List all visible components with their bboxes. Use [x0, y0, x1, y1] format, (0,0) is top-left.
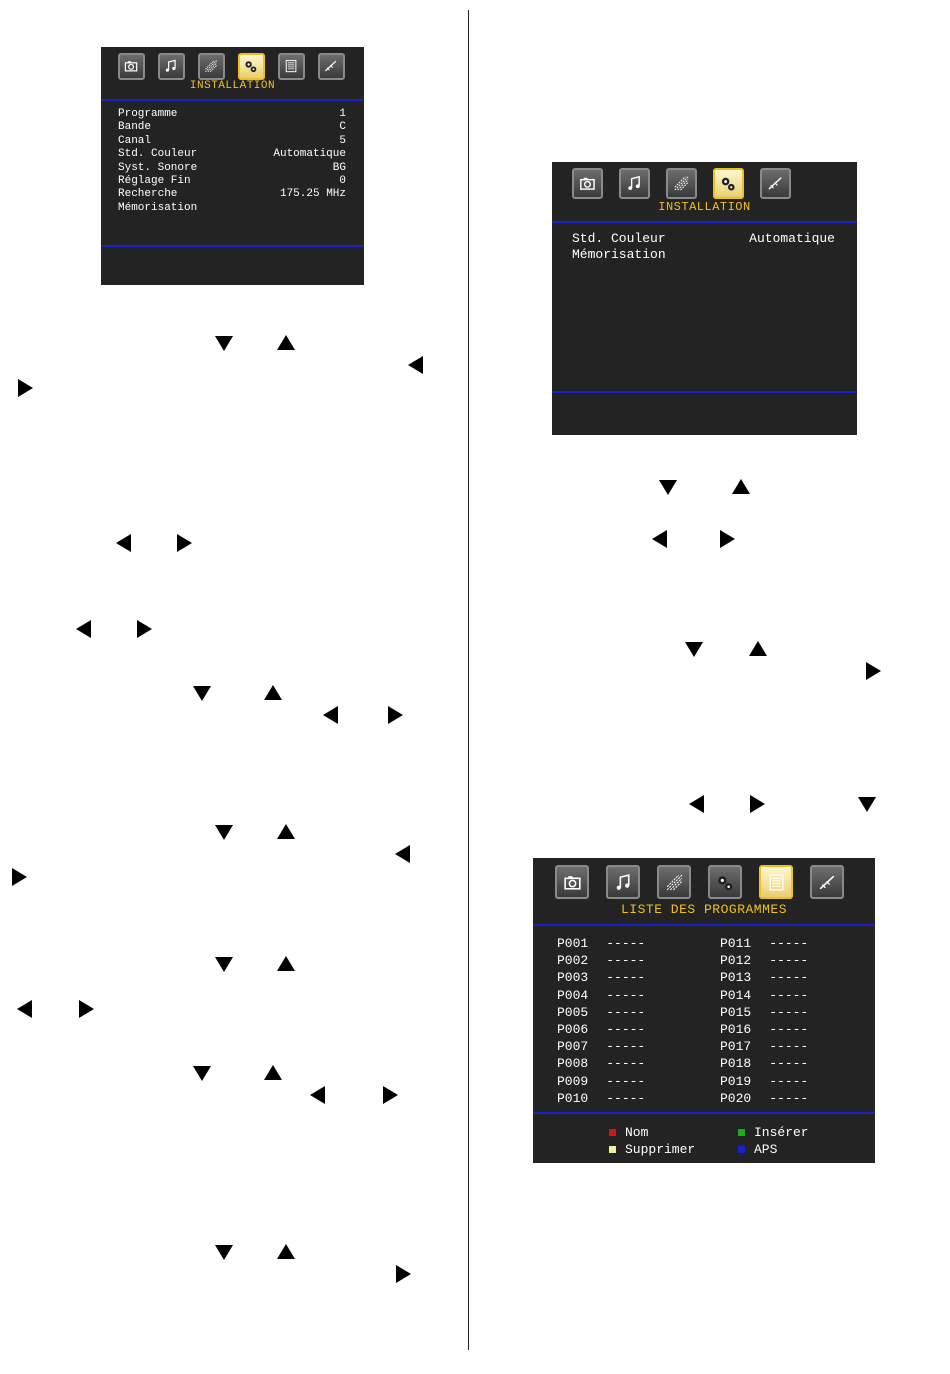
right-arrow-icon — [388, 706, 403, 724]
menu-item-value: 5 — [339, 134, 346, 147]
programme-number: P002 — [557, 953, 589, 969]
programme-entry[interactable] — [720, 970, 808, 985]
menu-item-value: C — [339, 121, 346, 134]
left-arrow-icon — [689, 795, 704, 813]
right-arrow-icon — [177, 534, 192, 552]
programme-entry[interactable] — [557, 1074, 645, 1089]
programme-number: P015 — [720, 1004, 752, 1020]
right-arrow-icon — [396, 1265, 411, 1283]
menu-separator-bottom — [101, 245, 364, 247]
up-arrow-icon — [277, 956, 295, 971]
programme-number: P007 — [557, 1039, 589, 1055]
installation-icon[interactable] — [238, 53, 265, 80]
menu-separator-top — [533, 924, 875, 926]
programme-entry[interactable] — [720, 953, 808, 968]
programme-number: P004 — [557, 987, 589, 1003]
programme-entry[interactable] — [557, 1056, 645, 1071]
legend-color-key — [609, 1129, 616, 1136]
legend-label: Nom — [625, 1125, 649, 1140]
sound-icon[interactable] — [619, 168, 650, 199]
programme-name: ----- — [606, 1090, 646, 1106]
programme-entry[interactable] — [720, 1091, 808, 1106]
programme-name: ----- — [606, 1022, 646, 1037]
source-icon[interactable] — [760, 168, 791, 199]
legend-label: APS — [754, 1142, 778, 1157]
picture-icon[interactable] — [572, 168, 603, 199]
programme-entry[interactable] — [720, 1074, 808, 1089]
programme-table-icon[interactable] — [759, 865, 793, 899]
programme-number: P010 — [557, 1090, 589, 1106]
left-arrow-icon — [395, 845, 410, 863]
down-arrow-icon — [215, 336, 233, 351]
menu-item[interactable] — [118, 121, 346, 133]
menu-item[interactable] — [118, 202, 346, 214]
programme-name: ----- — [769, 1090, 809, 1106]
menu-item-label: Canal — [118, 134, 152, 147]
left-arrow-icon — [652, 530, 667, 548]
programme-entry[interactable] — [720, 988, 808, 1003]
right-arrow-icon — [137, 620, 152, 638]
legend-color-key — [738, 1129, 745, 1136]
menu-item-value: Automatique — [749, 231, 835, 246]
right-arrow-icon — [750, 795, 765, 813]
programme-name: ----- — [769, 1073, 809, 1089]
programme-name: ----- — [606, 987, 646, 1003]
left-arrow-icon — [76, 620, 91, 638]
legend-item — [609, 1142, 695, 1157]
programme-name: ----- — [769, 1004, 809, 1020]
column-divider — [468, 10, 469, 1350]
programme-number: P019 — [720, 1073, 752, 1089]
up-arrow-icon — [277, 335, 295, 350]
menu-title: INSTALLATION — [189, 80, 276, 92]
menu-title: LISTE DES PROGRAMMES — [620, 902, 788, 917]
feature-icon[interactable] — [666, 168, 697, 199]
programme-number: P012 — [720, 953, 752, 969]
menu-item[interactable] — [118, 108, 346, 120]
programme-number: P017 — [720, 1039, 752, 1055]
programme-number: P013 — [720, 970, 752, 986]
menu-item-label: Std. Couleur — [118, 148, 198, 161]
programme-name: ----- — [606, 1004, 646, 1020]
programme-name: ----- — [606, 953, 646, 969]
programme-name: ----- — [606, 970, 646, 986]
legend-item — [609, 1125, 648, 1140]
menu-item-value: BG — [332, 161, 346, 174]
installation-icon[interactable] — [708, 865, 742, 899]
picture-icon[interactable] — [555, 865, 589, 899]
programme-name: ----- — [606, 936, 646, 951]
source-icon[interactable] — [318, 53, 345, 80]
programme-number: P020 — [720, 1090, 752, 1106]
programme-list-menu — [533, 858, 875, 1163]
programme-name: ----- — [769, 936, 809, 951]
legend-label: Supprimer — [625, 1142, 696, 1157]
programme-number: P011 — [720, 936, 752, 951]
legend-label: Insérer — [754, 1125, 809, 1140]
legend-color-key — [609, 1146, 616, 1153]
down-arrow-icon — [193, 686, 211, 701]
left-arrow-icon — [310, 1086, 325, 1104]
menu-title: INSTALLATION — [658, 200, 751, 214]
programme-number: P001 — [557, 936, 589, 951]
installation-menu-full — [101, 47, 364, 285]
programme-name: ----- — [769, 1039, 809, 1055]
menu-item-label: Mémorisation — [572, 246, 666, 262]
picture-icon[interactable] — [118, 53, 145, 80]
programme-name: ----- — [606, 1039, 646, 1055]
programme-entry[interactable] — [557, 970, 645, 985]
sound-icon[interactable] — [158, 53, 185, 80]
programme-entry[interactable] — [557, 1005, 645, 1020]
menu-item[interactable] — [118, 175, 346, 187]
programme-number: P018 — [720, 1056, 752, 1072]
menu-item-label: Recherche — [118, 188, 178, 201]
programme-entry[interactable] — [720, 1056, 808, 1071]
menu-item[interactable] — [572, 231, 835, 246]
menu-item-label: Bande — [118, 121, 152, 134]
programme-entry[interactable] — [557, 1039, 645, 1054]
programme-name: ----- — [769, 970, 809, 986]
down-arrow-icon — [685, 642, 703, 657]
menu-item[interactable] — [572, 247, 835, 262]
source-icon[interactable] — [810, 865, 844, 899]
menu-item-label: Réglage Fin — [118, 175, 191, 187]
left-arrow-icon — [408, 356, 423, 374]
down-arrow-icon — [215, 1245, 233, 1260]
programme-number: P016 — [720, 1022, 752, 1037]
right-arrow-icon — [12, 868, 27, 886]
menu-item-label: Programme — [118, 108, 178, 120]
programme-number: P008 — [557, 1056, 589, 1072]
legend-item — [738, 1125, 809, 1140]
menu-item-label: Syst. Sonore — [118, 161, 198, 174]
down-arrow-icon — [858, 797, 876, 812]
programme-number: P003 — [557, 970, 589, 986]
programme-entry[interactable] — [720, 936, 808, 951]
installation-icon[interactable] — [713, 168, 744, 199]
programme-entry[interactable] — [557, 953, 645, 968]
programme-name: ----- — [769, 987, 809, 1003]
programme-number: P006 — [557, 1022, 589, 1037]
menu-item[interactable] — [118, 162, 346, 174]
programme-entry[interactable] — [557, 988, 645, 1003]
up-arrow-icon — [277, 1244, 295, 1259]
menu-item-label: Mémorisation — [118, 201, 198, 214]
menu-separator-top — [552, 221, 857, 223]
programme-entry[interactable] — [720, 1005, 808, 1020]
menu-item[interactable] — [118, 135, 346, 147]
menu-item[interactable] — [118, 188, 346, 200]
programme-number: P014 — [720, 987, 752, 1003]
left-arrow-icon — [116, 534, 131, 552]
programme-table-icon[interactable] — [278, 53, 305, 80]
programme-entry[interactable] — [557, 1022, 645, 1037]
programme-entry[interactable] — [720, 1022, 808, 1037]
menu-separator-bottom — [552, 391, 857, 393]
menu-separator-top — [101, 99, 364, 101]
programme-number: P005 — [557, 1004, 589, 1020]
programme-name: ----- — [769, 953, 809, 969]
legend-item — [738, 1142, 777, 1157]
right-arrow-icon — [79, 1000, 94, 1018]
down-arrow-icon — [659, 480, 677, 495]
down-arrow-icon — [215, 957, 233, 972]
menu-item-label: Std. Couleur — [572, 231, 666, 246]
programme-number: P009 — [557, 1073, 589, 1089]
down-arrow-icon — [215, 825, 233, 840]
menu-item-value: 175.25 MHz — [279, 188, 346, 201]
programme-name: ----- — [769, 1056, 809, 1072]
programme-name: ----- — [606, 1073, 646, 1089]
programme-entry[interactable] — [720, 1039, 808, 1054]
left-arrow-icon — [323, 706, 338, 724]
up-arrow-icon — [264, 1065, 282, 1080]
down-arrow-icon — [193, 1066, 211, 1081]
menu-item-value: 0 — [339, 175, 346, 187]
feature-icon[interactable] — [657, 865, 691, 899]
feature-icon[interactable] — [198, 53, 225, 80]
menu-separator-bottom — [533, 1112, 875, 1114]
menu-item[interactable] — [118, 148, 346, 160]
left-arrow-icon — [17, 1000, 32, 1018]
up-arrow-icon — [264, 685, 282, 700]
legend-color-key — [738, 1146, 745, 1153]
programme-name: ----- — [769, 1022, 809, 1037]
programme-entry[interactable] — [557, 936, 645, 951]
menu-item-value: 1 — [339, 108, 346, 120]
right-arrow-icon — [866, 662, 881, 680]
right-arrow-icon — [18, 379, 33, 397]
up-arrow-icon — [732, 479, 750, 494]
up-arrow-icon — [749, 641, 767, 656]
right-arrow-icon — [720, 530, 735, 548]
installation-menu-short — [552, 162, 857, 435]
programme-name: ----- — [606, 1056, 646, 1072]
programme-entry[interactable] — [557, 1091, 645, 1106]
up-arrow-icon — [277, 824, 295, 839]
right-arrow-icon — [383, 1086, 398, 1104]
sound-icon[interactable] — [606, 865, 640, 899]
menu-item-value: Automatique — [273, 148, 346, 161]
